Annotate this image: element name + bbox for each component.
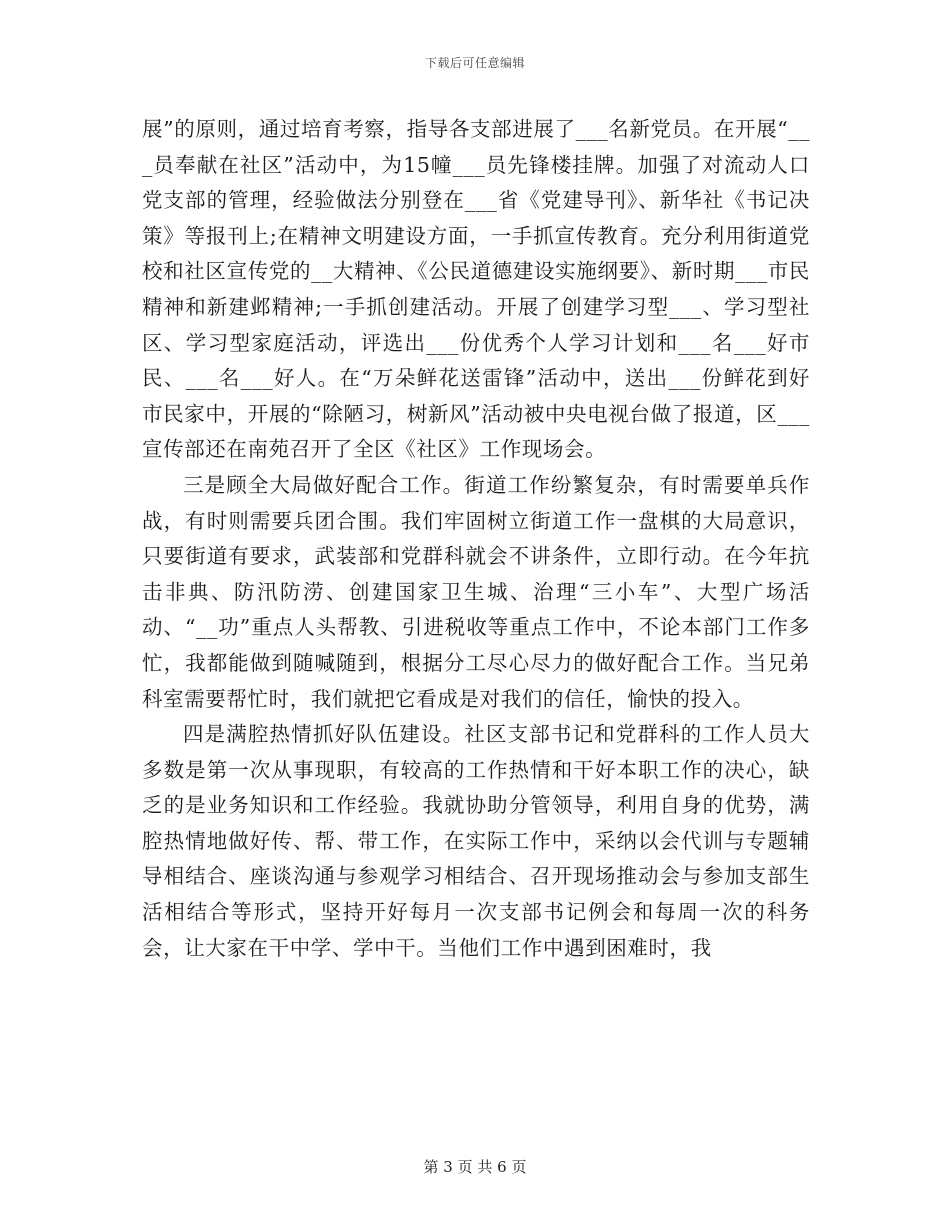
document-body	[142, 112, 810, 966]
page-number-footer: 第 3 页 共 6 页	[423, 1158, 527, 1176]
page-header: 下载后可任意编辑	[424, 56, 525, 70]
paragraph-3: 四是满腔热情抓好队伍建设。社区支部书记和党群科的工作人员大多数是第一次从事现职，有较高的工作热情和干好本职工作的决心，缺乏的是业务知识和工作经验。我就协助分管领导，利用自身的优势，满腔热情地做好传、帮、带工作，在实际工作中，采纳以会代训与专题辅导相结合、座谈沟通与参观学习相结合、召开现场推动会与参加支部生活相结合等形式，坚持开好每月一次支部书记例会和每周一次的科务会，让大家在干中学、学中干。当他们工作中遇到困难时，我	[142, 722, 810, 960]
paragraph-2: 三是顾全大局做好配合工作。街道工作纷繁复杂，有时需要单兵作战，有时则需要兵团合围。我们牢固树立街道工作一盘棋的大局意识，只要街道有要求，武装部和党群科就会不讲条件，立即行动。在今年抗击非典、防汛防涝、创建国家卫生城、治理“三小车”、大型广场活动、“__功”重点人头帮教、引进税收等重点工作中，不论本部门工作多忙，我都能做到随喊随到，根据分工尽心尽力的做好配合工作。当兄弟科室需要帮忙时，我们就把它看成是对我们的信任，愉快的投入。	[142, 472, 810, 711]
paragraph-1: 展”的原则，通过培育考察，指导各支部进展了___名新党员。在开展“___员奉献在社区”活动中，为15幢___员先锋楼挂牌。加强了对流动人口党支部的管理，经验做法分别登在___省《党建导刊》、新华社《书记决策》等报刊上;在精神文明建设方面，一手抓宣传教育。充分利用街道党校和社区宣传党的__大精神、《公民道德建设实施纲要》、新时期___市民精神和新建邺精神;一手抓创建活动。开展了创建学习型___、学习型社区、学习型家庭活动，评选出___份优秀个人学习计划和___名___好市民、___名___好人。在“万朵鲜花送雷锋”活动中，送出___份鲜花到好市民家中，开展的“除陋习，树新风”活动被中央电视台做了报道，区___宣传部还在南苑召开了全区《社区》工作现场会。	[142, 117, 810, 462]
